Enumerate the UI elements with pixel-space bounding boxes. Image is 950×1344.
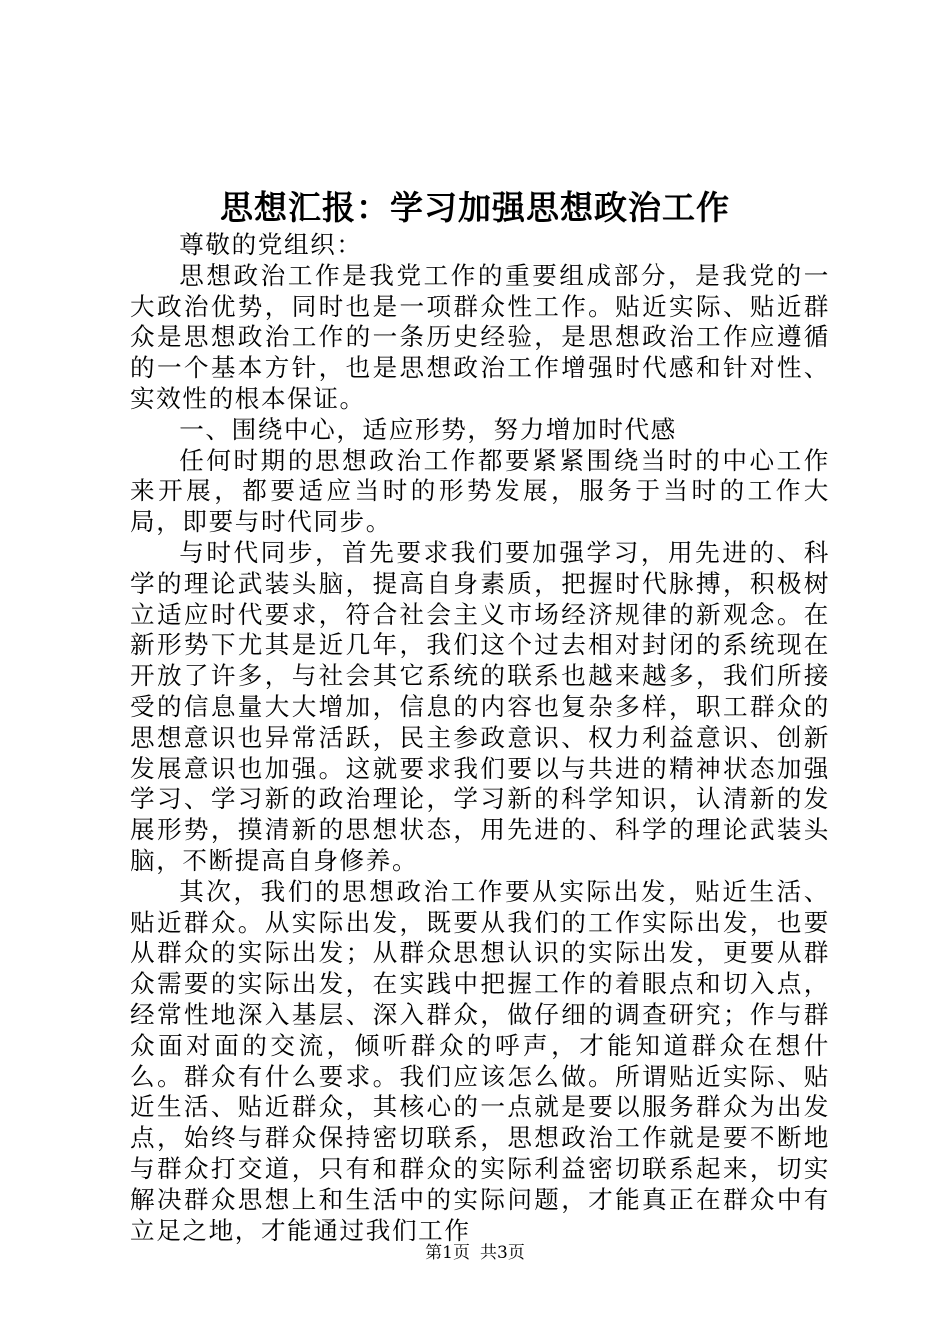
body-paragraph: 其次，我们的思想政治工作要从实际出发，贴近生活、贴近群众。从实际出发，既要从我们的工作实际出发，也要从群众的实际出发；从群众思想认识的实际出发，更要从群众需要的实际出发，在实践中把握工作的着眼点和切入点，经常性地深入基层、深入群众，做仔细的调查研究；作与群众面对面的交流，倾听群众的呼声，才能知道群众在想什么。群众有什么要求。我们应该怎么做。所谓贴近实际、贴近生活、贴近群众，其核心的一点就是要以服务群众为出发点，始终与群众保持密切联系，思想政治工作就是要不断地与群众打交道，只有和群众的实际利益密切联系起来，切实解决群众思想上和生活中的实际问题，才能真正在群众中有立足之地，才能通过我们工作 — [130, 876, 830, 1245]
page-number-total: 共3页 — [480, 1243, 525, 1263]
body-paragraph: 任何时期的思想政治工作都要紧紧围绕当时的中心工作来开展，都要适应当时的形势发展，服务于当时的工作大局，即要与时代同步。 — [130, 445, 830, 537]
section-heading: 一、围绕中心，适应形势，努力增加时代感 — [179, 414, 677, 444]
body-paragraph: 与时代同步，首先要求我们要加强学习，用先进的、科学的理论武装头脑，提高自身素质，把握时代脉搏，积极树立适应时代要求，符合社会主义市场经济规律的新观念。在新形势下尤其是近几年，我们这个过去相对封闭的系统现在开放了许多，与社会其它系统的联系也越来越多，我们所接受的信息量大大增加，信息的内容也复杂多样，职工群众的思想意识也异常活跃，民主参政意识、权力利益意识、创新发展意识也加强。这就要求我们要以与共进的精神状态加强学习、学习新的政治理论，学习新的科学知识，认清新的发展形势，摸清新的思想状态，用先进的、科学的理论武装头脑，不断提高自身修养。 — [130, 537, 830, 875]
page-number-current: 第1页 — [425, 1243, 470, 1263]
document-title: 思想汇报：学习加强思想政治工作 — [220, 188, 730, 227]
document-body — [130, 230, 830, 1246]
salutation-paragraph: 尊敬的党组织： — [179, 230, 363, 259]
page-footer — [0, 1241, 950, 1265]
body-paragraph: 思想政治工作是我党工作的重要组成部分，是我党的一大政治优势，同时也是一项群众性工作。贴近实际、贴近群众是思想政治工作的一条历史经验，是思想政治工作应遵循的一个基本方针，也是思想政治工作增强时代感和针对性、实效性的根本保证。 — [130, 260, 830, 413]
